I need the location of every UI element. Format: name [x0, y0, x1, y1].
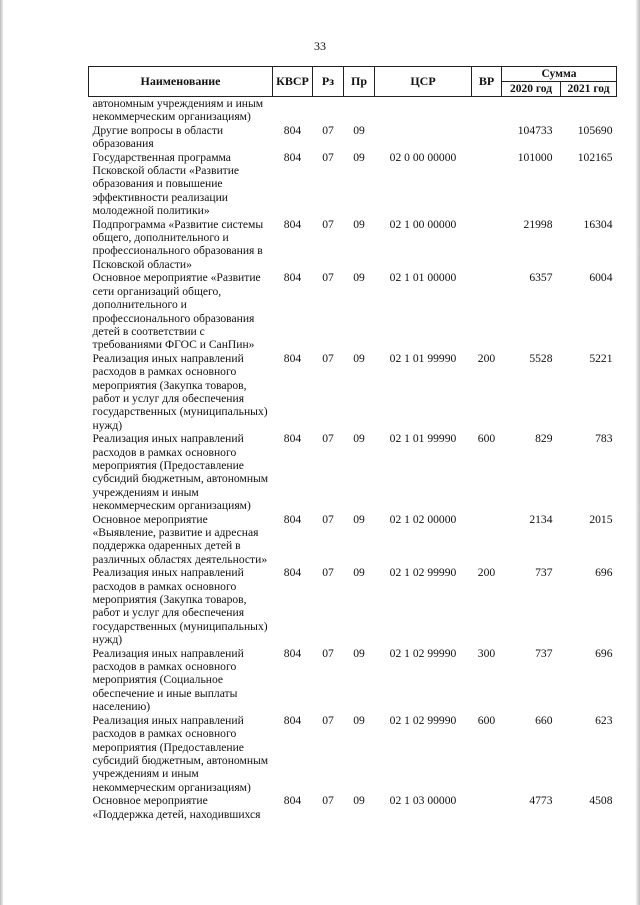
cell-sum-2020: 21998: [523, 217, 553, 231]
cell-kvsr: 804: [283, 150, 302, 164]
cell-sum-2020: [502, 97, 561, 124]
cell-rz: 07: [322, 217, 334, 231]
cell-csr: 02 1 02 00000: [389, 512, 457, 526]
cell-pr: [344, 97, 375, 124]
cell-csr: 02 1 01 99990: [389, 351, 457, 365]
cell-name: Реализация иных направлений расходов в рамках основного мероприятия (Закупка товаров, работ и услуг для обеспечения государственных (муниципальных) нужд): [92, 566, 268, 647]
cell-pr: 09: [353, 566, 365, 580]
header-csr: ЦСР: [375, 67, 472, 97]
table-row: [89, 647, 617, 714]
cell-vr: [472, 124, 502, 151]
cell-pr: 09: [353, 150, 365, 164]
cell-vr: 600: [477, 713, 496, 727]
cell-sum-2020: 5528: [529, 351, 553, 365]
header-vr: ВР: [472, 67, 502, 97]
cell-rz: 07: [322, 351, 334, 365]
header-kvsr: КВСР: [273, 67, 313, 97]
cell-sum-2021: 102165: [577, 150, 613, 164]
cell-pr: 09: [353, 217, 365, 231]
cell-sum-2020: 660: [535, 713, 553, 727]
cell-name: Другие вопросы в области образования: [92, 123, 224, 151]
cell-pr: 09: [353, 713, 365, 727]
cell-vr: 300: [477, 646, 496, 660]
cell-kvsr: 804: [283, 794, 302, 808]
cell-csr: 02 1 00 00000: [389, 217, 457, 231]
table-row: [89, 271, 617, 351]
cell-rz: 07: [322, 271, 334, 285]
cell-sum-2020: 104733: [517, 123, 553, 137]
cell-sum-2021: 2015: [589, 512, 613, 526]
cell-name: Основное мероприятие «Выявление, развитие и адресная поддержка одаренных детей в различных областях деятельности»: [92, 512, 268, 566]
cell-sum-2021: 5221: [589, 351, 613, 365]
cell-kvsr: 804: [283, 566, 302, 580]
cell-rz: 07: [322, 566, 334, 580]
cell-rz: 07: [322, 432, 334, 446]
cell-kvsr: 804: [283, 271, 302, 285]
cell-sum-2021: 696: [595, 646, 613, 660]
cell-name: Реализация иных направлений расходов в рамках основного мероприятия (Закупка товаров, работ и услуг для обеспечения государственных (муниципальных) нужд): [92, 351, 268, 432]
cell-csr: [375, 97, 472, 124]
scan-left-edge: [0, 0, 3, 905]
cell-pr: 09: [353, 432, 365, 446]
cell-pr: 09: [353, 794, 365, 808]
cell-rz: 07: [322, 512, 334, 526]
cell-kvsr: 804: [283, 512, 302, 526]
cell-sum-2021: 783: [595, 432, 613, 446]
cell-kvsr: 804: [283, 217, 302, 231]
cell-pr: 09: [353, 271, 365, 285]
cell-vr: 200: [477, 566, 496, 580]
scan-right-edge: [636, 0, 640, 905]
header-pr: Пр: [344, 67, 375, 97]
cell-sum-2020: 4773: [529, 794, 553, 808]
cell-sum-2021: 696: [595, 566, 613, 580]
budget-table: [88, 66, 617, 821]
table-row: [89, 794, 617, 821]
cell-pr: 09: [353, 351, 365, 365]
cell-csr: 02 1 02 99990: [389, 566, 457, 580]
header-rz: Рз: [313, 67, 344, 97]
table-row: [89, 714, 617, 794]
cell-sum-2020: 2134: [529, 512, 553, 526]
cell-vr: [472, 513, 502, 567]
table-row: [89, 97, 617, 124]
cell-csr: 02 1 03 00000: [389, 794, 457, 808]
cell-name: Государственная программа Псковской области «Развитие образования и повышение эффективности реализации молодежной политики»: [92, 150, 240, 218]
cell-kvsr: 804: [283, 646, 302, 660]
cell-vr: [472, 97, 502, 124]
cell-sum-2020: 737: [535, 566, 553, 580]
cell-sum-2021: 4508: [589, 794, 613, 808]
cell-rz: [313, 97, 344, 124]
cell-sum-2021: 105690: [577, 123, 613, 137]
cell-sum-2020: 101000: [517, 150, 553, 164]
cell-rz: 07: [322, 150, 334, 164]
cell-name: автономным учреждениям и иным некоммерческим организациям): [92, 97, 264, 124]
header-year-2021: 2021 год: [561, 82, 617, 97]
cell-vr: [472, 271, 502, 351]
cell-csr: 02 1 01 99990: [389, 432, 457, 446]
cell-sum-2020: 829: [535, 432, 553, 446]
cell-sum-2021: [561, 97, 617, 124]
cell-kvsr: 804: [283, 713, 302, 727]
cell-sum-2021: 6004: [589, 271, 613, 285]
cell-name: Основное мероприятие «Развитие сети организаций общего, дополнительного и профессионального образования детей в соответствии с требованиями ФГОС и СанПин»: [92, 271, 261, 352]
cell-name: Реализация иных направлений расходов в рамках основного мероприятия (Социальное обеспечение и иные выплаты населению): [92, 646, 244, 714]
cell-rz: 07: [322, 646, 334, 660]
table-row: [89, 151, 617, 218]
cell-sum-2021: 16304: [583, 217, 613, 231]
table-header: [89, 67, 617, 97]
cell-rz: 07: [322, 713, 334, 727]
table-row: [89, 124, 617, 151]
cell-sum-2021: 623: [595, 713, 613, 727]
cell-name: Реализация иных направлений расходов в рамках основного мероприятия (Предоставление субсидий бюджетным, автономным учреждениям и иным некоммерческим организациям): [92, 713, 269, 794]
cell-vr: [472, 151, 502, 218]
page-number: 33: [314, 39, 326, 53]
cell-pr: 09: [353, 646, 365, 660]
cell-csr: 02 1 02 99990: [389, 713, 457, 727]
cell-kvsr: 804: [283, 123, 302, 137]
cell-sum-2020: 6357: [529, 271, 553, 285]
header-sum: Сумма: [502, 67, 617, 82]
cell-vr: 600: [477, 432, 496, 446]
table-row: [89, 352, 617, 432]
header-name: Наименование: [89, 67, 273, 97]
cell-kvsr: 804: [283, 351, 302, 365]
cell-vr: [472, 794, 502, 821]
cell-name: Подпрограмма «Развитие системы общего, дополнительного и профессионального образования в Псковской области»: [92, 217, 264, 271]
table-row: [89, 566, 617, 646]
cell-csr: 02 0 00 00000: [389, 150, 457, 164]
cell-kvsr: 804: [283, 432, 302, 446]
cell-csr: [375, 124, 472, 151]
table-row: [89, 513, 617, 567]
cell-pr: 09: [353, 512, 365, 526]
cell-pr: 09: [353, 123, 365, 137]
cell-csr: 02 1 01 00000: [389, 271, 457, 285]
cell-kvsr: [273, 97, 313, 124]
table-row: [89, 432, 617, 512]
table-body: [89, 97, 617, 821]
cell-rz: 07: [322, 123, 334, 137]
cell-vr: [472, 218, 502, 272]
table-row: [89, 218, 617, 272]
cell-sum-2020: 737: [535, 646, 553, 660]
header-year-2020: 2020 год: [502, 82, 561, 97]
cell-name: Реализация иных направлений расходов в рамках основного мероприятия (Предоставление субсидий бюджетным, автономным учреждениям и иным некоммерческим организациям): [92, 432, 269, 513]
cell-rz: 07: [322, 794, 334, 808]
cell-name: Основное мероприятие «Поддержка детей, находившихся: [92, 794, 261, 821]
cell-vr: 200: [477, 351, 496, 365]
cell-csr: 02 1 02 99990: [389, 646, 457, 660]
